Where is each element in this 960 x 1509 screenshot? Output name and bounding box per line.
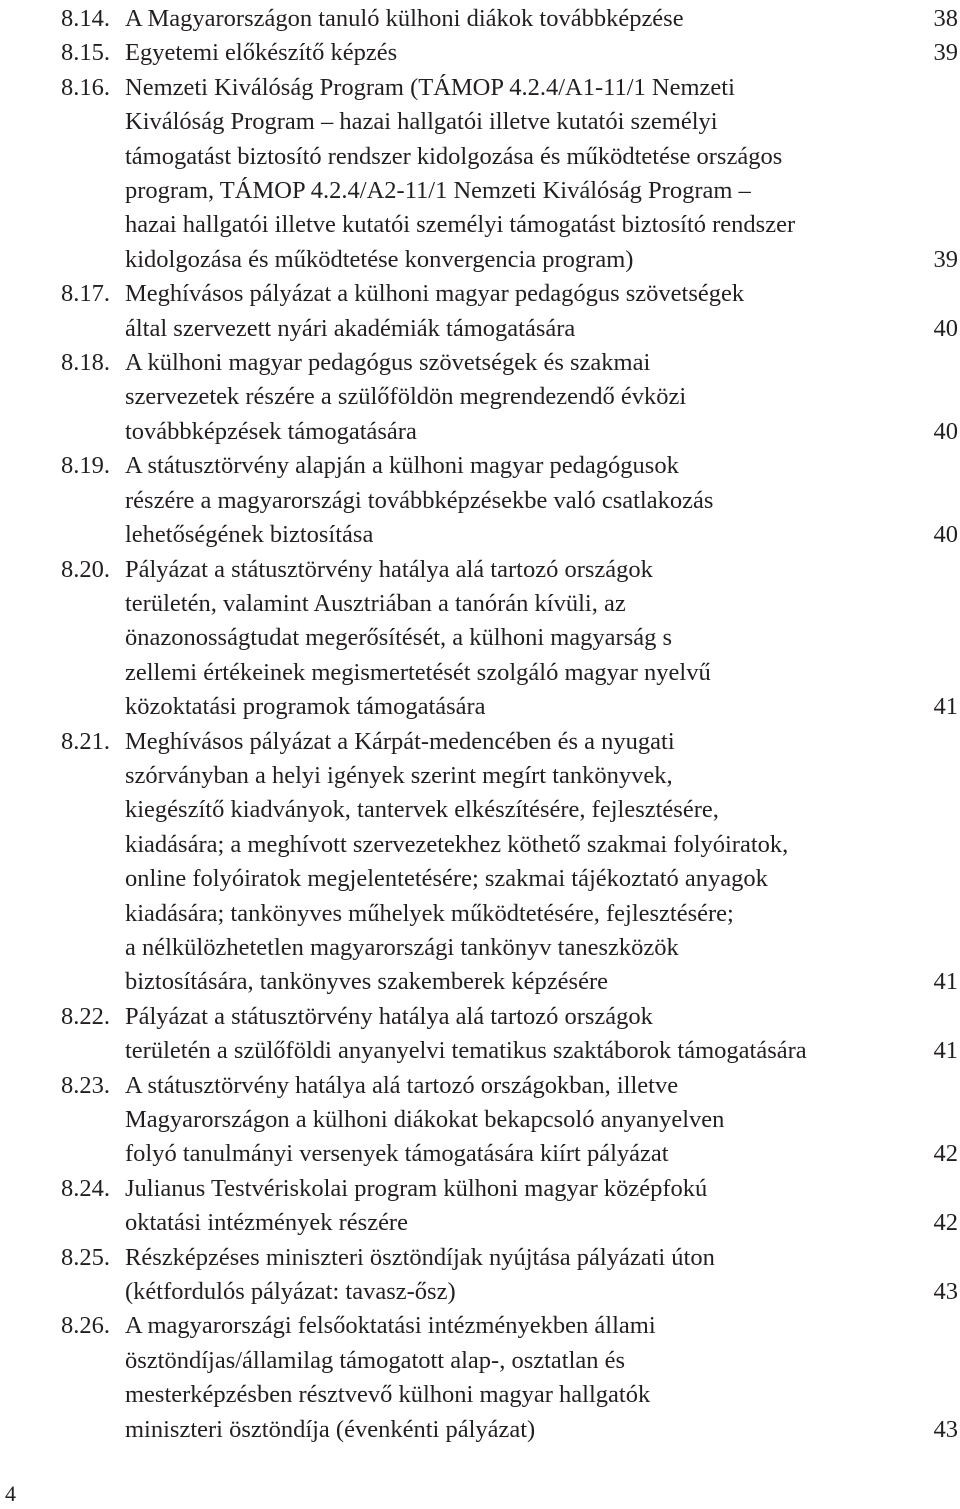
toc-entry-page-number: 40 (933, 417, 958, 445)
toc-entry-page-number: 39 (933, 39, 958, 67)
toc-entry-title-line: Pályázat a státusztörvény hatálya alá tartozó országok (125, 555, 653, 583)
toc-entry-title-line: biztosítására, tankönyves szakemberek képzésére (125, 968, 608, 996)
toc-entry-title-line: Nemzeti Kiválóság Program (TÁMOP 4.2.4/A1-11/1 Nemzeti (125, 73, 735, 101)
toc-entry-page-number: 43 (933, 1278, 958, 1306)
toc-entry (61, 725, 960, 1000)
toc-entry-title-line: zellemi értékeinek megismertetését szolgáló magyar nyelvű (125, 658, 711, 686)
toc-entry-title-line: A státusztörvény alapján a külhoni magyar pedagógusok (125, 452, 679, 480)
toc-entry-number: 8.19. (61, 452, 110, 480)
toc-entry-title-line: Magyarországon a külhoni diákokat bekapcsoló anyanyelven (125, 1106, 725, 1133)
toc-entry-number: 8.18. (61, 349, 110, 377)
toc-entry-number: 8.23. (61, 1071, 110, 1099)
toc-entry-page-number: 41 (933, 693, 958, 721)
toc-entry-title-line: hazai hallgatói illetve kutatói személyi támogatást biztosító rendszer (125, 211, 796, 239)
toc-entry-title-line: szervezetek részére a szülőföldön megrendezendő évközi (125, 383, 687, 411)
toc-entry-title-line: kiadására; tankönyves műhelyek működtetésére, fejlesztésére; (125, 899, 734, 927)
toc-entry-number: 8.17. (61, 280, 110, 308)
toc-entry-title-line: Egyetemi előkészítő képzés (125, 39, 398, 67)
toc-entry-number: 8.15. (61, 39, 110, 67)
toc-entry-title-line: online folyóiratok megjelentetésére; szakmai tájékoztató anyagok (125, 865, 768, 893)
toc-entry-title-line: program, TÁMOP 4.2.4/A2-11/1 Nemzeti Kiválóság Program – (125, 177, 751, 205)
toc-entry-page-number: 41 (933, 1037, 958, 1065)
toc-entry-title-line: kiegészítő kiadványok, tantervek elkészítésére, fejlesztésére, (125, 796, 719, 824)
toc-entry-title-line: lehetőségének biztosítása (125, 521, 374, 549)
toc-entry-number: 8.16. (61, 73, 110, 101)
toc-entry-title-line: Pályázat a státusztörvény hatálya alá tartozó országok (125, 1002, 653, 1030)
table-of-contents (61, 2, 960, 1447)
toc-entry-page-number: 38 (933, 5, 958, 32)
toc-entry-title-line: (kétfordulós pályázat: tavasz-ősz) (125, 1278, 456, 1306)
toc-entry-title-line: önazonosságtudat megerősítését, a külhoni magyarság s (125, 624, 673, 652)
toc-entry-title-line: által szervezett nyári akadémiák támogatására (125, 314, 576, 342)
toc-entry-title-line: Meghívásos pályázat a Kárpát-medencében és a nyugati (125, 727, 675, 755)
toc-entry-number: 8.21. (61, 727, 110, 755)
toc-entry-title-line: kiadására; a meghívott szervezetekhez köthető szakmai folyóiratok, (125, 830, 789, 858)
toc-entry-title-line: a nélkülözhetetlen magyarországi tankönyv taneszközök (125, 933, 679, 961)
toc-entry-title-line: A Magyarországon tanuló külhoni diákok továbbképzése (125, 5, 684, 32)
page-number: 4 (5, 1481, 16, 1506)
toc-entry-number: 8.25. (61, 1243, 110, 1271)
toc-entry-title-line: ösztöndíjas/államilag támogatott alap-, osztatlan és (125, 1346, 626, 1374)
toc-entry-number: 8.26. (61, 1312, 110, 1340)
toc-entry (61, 2, 960, 36)
toc-entry-title-line: kidolgozása és működtetése konvergencia program) (125, 245, 634, 273)
toc-entry-title-line: Kiválóság Program – hazai hallgatói illetve kutatói személyi (125, 108, 718, 136)
toc-entry (61, 1000, 960, 1069)
toc-entry-title-line: részére a magyarországi továbbképzésekbe való csatlakozás (125, 486, 714, 514)
toc-entry (61, 553, 960, 725)
toc-entry-title-line: A külhoni magyar pedagógus szövetségek és szakmai (125, 349, 651, 377)
toc-entry-page-number: 43 (933, 1415, 958, 1443)
toc-entry-page-number: 39 (933, 245, 958, 273)
toc-entry-title-line: miniszteri ösztöndíja (évenkénti pályázat) (125, 1415, 536, 1443)
toc-entry-title-line: területén a szülőföldi anyanyelvi tematikus szaktáborok támogatására (125, 1037, 807, 1065)
toc-entry (61, 1172, 960, 1241)
toc-entry-number: 8.14. (61, 5, 110, 32)
toc-entry-title-line: A magyarországi felsőoktatási intézményekben állami (125, 1312, 656, 1340)
toc-entry-page-number: 42 (933, 1140, 958, 1168)
toc-entry-title-line: közoktatási programok támogatására (125, 693, 486, 721)
toc-entry-title-line: oktatási intézmények részére (125, 1209, 408, 1237)
toc-entry-title-line: Meghívásos pályázat a külhoni magyar pedagógus szövetségek (125, 280, 745, 308)
toc-entry (61, 449, 960, 552)
toc-entry-page-number: 40 (933, 521, 958, 549)
toc-entry-number: 8.22. (61, 1002, 110, 1030)
toc-entry-title-line: szórványban a helyi igények szerint megírt tankönyvek, (125, 761, 673, 789)
toc-entry (61, 346, 960, 449)
toc-entry (61, 1069, 960, 1172)
toc-entry-number: 8.24. (61, 1174, 110, 1202)
toc-entry-title-line: folyó tanulmányi versenyek támogatására kiírt pályázat (125, 1140, 669, 1168)
toc-entry-title-line: továbbképzések támogatására (125, 417, 417, 445)
toc-entry (61, 71, 960, 277)
toc-entry (61, 277, 960, 346)
toc-entry-page-number: 40 (933, 314, 958, 342)
toc-entry-title-line: területén, valamint Ausztriában a tanórán kívüli, az (125, 589, 626, 617)
toc-entry (61, 36, 960, 70)
toc-entry-number: 8.20. (61, 555, 110, 583)
toc-entry-title-line: Julianus Testvériskolai program külhoni magyar középfokú (125, 1174, 708, 1202)
toc-entry-page-number: 41 (933, 968, 958, 996)
toc-entry-title-line: mesterképzésben résztvevő külhoni magyar hallgatók (125, 1381, 651, 1409)
toc-entry-title-line: támogatást biztosító rendszer kidolgozása és működtetése országos (125, 142, 783, 170)
toc-entry-title-line: Részképzéses miniszteri ösztöndíjak nyújtása pályázati úton (125, 1243, 715, 1271)
toc-entry (61, 1309, 960, 1447)
toc-entry-title-line: A státusztörvény hatálya alá tartozó országokban, illetve (125, 1071, 679, 1099)
toc-entry (61, 1241, 960, 1310)
toc-entry-page-number: 42 (933, 1209, 958, 1237)
